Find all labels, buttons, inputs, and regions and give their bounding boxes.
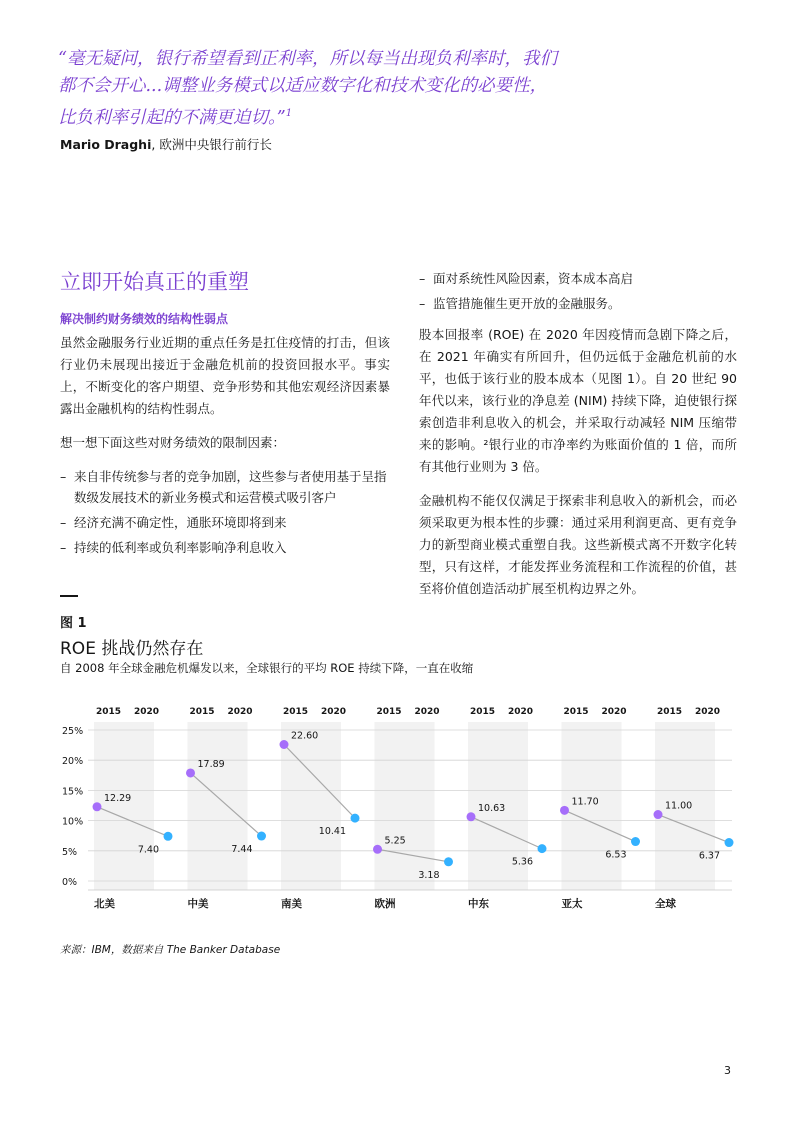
year-label-2015: 2015 <box>376 707 402 717</box>
right-column <box>419 268 737 612</box>
data-label-2015: 22.60 <box>291 730 319 742</box>
year-label-2015: 2015 <box>657 707 683 717</box>
data-label-2020: 5.36 <box>511 856 533 868</box>
data-label-2020: 10.41 <box>318 826 346 838</box>
year-label-2020: 2020 <box>227 707 253 717</box>
y-tick-label: 0% <box>62 877 78 888</box>
data-label-2015: 5.25 <box>384 835 406 847</box>
page-number: 3 <box>724 1064 731 1077</box>
list-item: – 持续的低利率或负利率影响净利息收入 <box>60 537 390 558</box>
year-label-2020: 2020 <box>601 707 627 717</box>
data-point-2020 <box>631 837 640 846</box>
column-band <box>188 722 248 890</box>
year-label-2015: 2015 <box>189 707 215 717</box>
quote-author-role: , 欧洲中央银行前行长 <box>151 137 272 152</box>
y-tick-label: 5% <box>62 846 78 858</box>
data-point-2020 <box>444 857 453 866</box>
list-item: – 面对系统性风险因素，资本成本高启 <box>419 268 737 289</box>
data-point-2015 <box>467 812 476 821</box>
data-point-2015 <box>280 740 289 749</box>
y-tick-label: 20% <box>62 756 84 768</box>
section-subhead: 解决制约财务绩效的结构性弱点 <box>60 312 229 326</box>
data-label-2015: 11.00 <box>665 800 693 812</box>
figure-divider <box>60 595 78 597</box>
data-label-2015: 12.29 <box>104 792 132 804</box>
figure-label: 图 1 <box>60 616 87 631</box>
section-title: 立即开始真正的重塑 <box>60 270 249 294</box>
y-tick-label: 15% <box>62 786 84 798</box>
year-label-2020: 2020 <box>321 707 347 717</box>
data-point-2020 <box>257 832 266 841</box>
left-bullet-list <box>60 466 390 558</box>
roe-chart <box>58 700 738 920</box>
data-point-2015 <box>373 845 382 854</box>
left-column <box>60 268 390 564</box>
list-item: – 监管措施催生更开放的金融服务。 <box>419 293 737 314</box>
data-label-2015: 17.89 <box>197 758 225 770</box>
data-label-2020: 6.37 <box>698 850 720 862</box>
year-label-2020: 2020 <box>134 707 160 717</box>
data-point-2015 <box>560 806 569 815</box>
figure-subtitle: 自 2008 年全球金融危机爆发以来，全球银行的平均 ROE 持续下降，一直在收缩 <box>60 661 474 675</box>
year-label-2020: 2020 <box>414 707 440 717</box>
data-label-2020: 3.18 <box>418 869 440 881</box>
quote-footnote: 1 <box>285 108 293 119</box>
pull-quote <box>58 46 558 132</box>
list-item: – 经济充满不确定性，通胀环境即将到来 <box>60 512 390 533</box>
quote-text: “毫无疑问，银行希望看到正利率，所以每当出现负利率时，我们都不会开心...调整业务模式以适应数字化和技术变化的必要性，比负利率引起的不满更迫切。” <box>58 49 557 128</box>
figure-title: ROE 挑战仍然存在 <box>60 639 204 659</box>
data-point-2020 <box>725 838 734 847</box>
year-label-2020: 2020 <box>695 707 721 717</box>
right-paragraph-1: 股本回报率 (ROE) 在 2020 年因疫情而急剧下降之后，在 2021 年确实有所回升，但仍远低于金融危机前的水平，也低于该行业的股本成本（见图 1）。自 20 世纪 90 年代以来，该行业的净息差 (NIM) 持续下降，迫使银行探索创造非利息收入的机会，并采取行动减轻 NIM 压缩带来的影响。²银行业的市净率约为账面价值的 1 倍，而所有其他行业则为 3 倍。 <box>419 327 737 474</box>
column-band <box>94 722 154 890</box>
category-label: 全球 <box>655 898 676 910</box>
category-label: 北美 <box>94 898 115 910</box>
y-tick-label: 25% <box>62 726 84 737</box>
column-band <box>281 722 341 890</box>
year-label-2015: 2015 <box>283 707 309 717</box>
category-label: 中美 <box>187 898 209 910</box>
data-point-2015 <box>654 810 663 819</box>
quote-attribution <box>60 135 272 153</box>
data-label-2020: 7.44 <box>231 844 253 856</box>
category-label: 欧洲 <box>374 898 396 910</box>
data-point-2015 <box>186 768 195 777</box>
y-tick-label: 10% <box>62 816 84 828</box>
data-label-2015: 11.70 <box>571 796 599 808</box>
quote-author: Mario Draghi <box>60 137 152 152</box>
data-point-2020 <box>351 814 360 823</box>
list-item: – 来自非传统参与者的竞争加剧，这些参与者使用基于呈指数级发展技术的新业务模式和运营模式吸引客户 <box>60 466 390 508</box>
category-label: 中东 <box>468 898 489 910</box>
category-label: 南美 <box>281 898 302 910</box>
year-label-2015: 2015 <box>96 707 122 717</box>
data-label-2020: 7.40 <box>137 844 159 856</box>
category-label: 亚太 <box>561 898 583 910</box>
right-bullet-list <box>419 268 737 314</box>
data-point-2015 <box>93 802 102 811</box>
year-label-2015: 2015 <box>470 707 496 717</box>
data-point-2020 <box>164 832 173 841</box>
data-point-2020 <box>538 844 547 853</box>
left-paragraph-2: 想一想下面这些对财务绩效的限制因素： <box>60 435 286 450</box>
year-label-2020: 2020 <box>508 707 534 717</box>
data-label-2015: 10.63 <box>478 802 506 814</box>
year-label-2015: 2015 <box>563 707 589 717</box>
data-label-2020: 6.53 <box>605 849 627 861</box>
figure-source: 来源：IBM，数据来自 The Banker Database <box>60 944 281 956</box>
column-band <box>375 722 435 890</box>
left-paragraph-1: 虽然金融服务行业近期的重点任务是扛住疫情的打击，但该行业仍未展现出接近于金融危机前的投资回报水平。事实上，不断变化的客户期望、竞争形势和其他宏观经济因素暴露出金融机构的结构性弱点。 <box>60 335 390 416</box>
roe-chart-svg <box>58 700 738 920</box>
right-paragraph-2: 金融机构不能仅仅满足于探索非利息收入的新机会，而必须采取更为根本性的步骤：通过采用利润更高、更有竞争力的新型商业模式重塑自我。这些新模式离不开数字化转型，只有这样，才能发挥业务流程和工作流程的价值，甚至将价值创造活动扩展至机构边界之外。 <box>419 493 737 596</box>
